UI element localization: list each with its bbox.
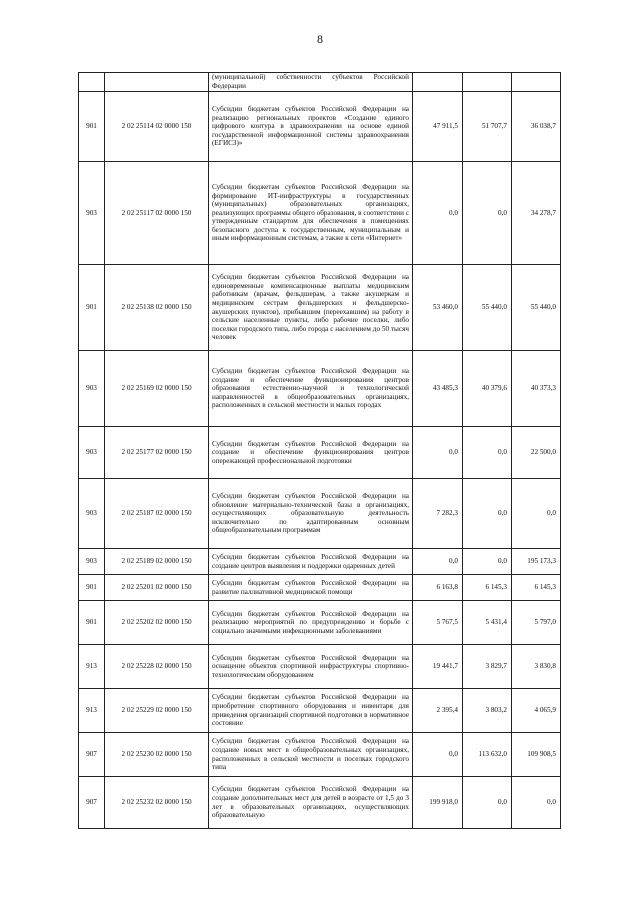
admin-code-cell: 913 bbox=[79, 645, 105, 689]
budget-code-cell: 2 02 25201 02 0000 150 bbox=[105, 575, 209, 601]
description-cell: Субсидии бюджетам субъектов Российской Федерации на создание новых мест в общеобразовательных организациях, расположенных в сельской местности и поселках городского типа bbox=[209, 733, 413, 777]
admin-code-cell bbox=[79, 73, 105, 92]
amount-year3-cell: 3 830,8 bbox=[512, 645, 561, 689]
amount-year2-cell: 3 803,2 bbox=[463, 689, 512, 733]
table-row bbox=[79, 733, 561, 777]
budget-code-cell: 2 02 25229 02 0000 150 bbox=[105, 689, 209, 733]
amount-year3-cell: 36 038,7 bbox=[512, 92, 561, 162]
table-row bbox=[79, 645, 561, 689]
amount-year2-cell: 40 379,6 bbox=[463, 351, 512, 427]
amount-year3-cell bbox=[512, 73, 561, 92]
amount-year1-cell: 53 460,0 bbox=[413, 265, 463, 351]
description-cell: (муниципальной) собственности субъектов Российской Федерации bbox=[209, 73, 413, 92]
table-row bbox=[79, 601, 561, 645]
amount-year2-cell bbox=[463, 73, 512, 92]
description-cell: Субсидии бюджетам субъектов Российской Федерации на обновление материально-технической базы в организациях, осуществляющих образовательную деятельность исключительно по адаптированным основным общеобразовательным программам bbox=[209, 479, 413, 549]
table-row bbox=[79, 777, 561, 829]
table-row bbox=[79, 549, 561, 575]
budget-code-cell: 2 02 25138 02 0000 150 bbox=[105, 265, 209, 351]
amount-year1-cell bbox=[413, 73, 463, 92]
amount-year1-cell: 47 911,5 bbox=[413, 92, 463, 162]
amount-year1-cell: 199 918,0 bbox=[413, 777, 463, 829]
amount-year1-cell: 6 163,8 bbox=[413, 575, 463, 601]
table-row bbox=[79, 689, 561, 733]
budget-code-cell: 2 02 25117 02 0000 150 bbox=[105, 162, 209, 265]
amount-year1-cell: 0,0 bbox=[413, 733, 463, 777]
table-row bbox=[79, 73, 561, 92]
admin-code-cell: 903 bbox=[79, 427, 105, 479]
amount-year2-cell: 0,0 bbox=[463, 427, 512, 479]
amount-year3-cell: 6 145,3 bbox=[512, 575, 561, 601]
description-cell: Субсидии бюджетам субъектов Российской Федерации на реализацию мероприятий по предупреждению и борьбе с социально значимыми инфекционными заболеваниями bbox=[209, 601, 413, 645]
amount-year2-cell: 0,0 bbox=[463, 479, 512, 549]
admin-code-cell: 903 bbox=[79, 549, 105, 575]
amount-year3-cell: 22 500,0 bbox=[512, 427, 561, 479]
amount-year2-cell: 0,0 bbox=[463, 549, 512, 575]
admin-code-cell: 903 bbox=[79, 351, 105, 427]
amount-year3-cell: 0,0 bbox=[512, 777, 561, 829]
table-row bbox=[79, 351, 561, 427]
description-cell: Субсидии бюджетам субъектов Российской Федерации на реализацию региональных проектов «Создание единого цифрового контура в здравоохранении на основе единой государственной информационной системы здравоохранения (ЕГИСЗ)» bbox=[209, 92, 413, 162]
budget-code-cell: 2 02 25189 02 0000 150 bbox=[105, 549, 209, 575]
table-row bbox=[79, 575, 561, 601]
amount-year3-cell: 40 373,3 bbox=[512, 351, 561, 427]
budget-code-cell: 2 02 25169 02 0000 150 bbox=[105, 351, 209, 427]
amount-year1-cell: 7 282,3 bbox=[413, 479, 463, 549]
admin-code-cell: 907 bbox=[79, 777, 105, 829]
amount-year1-cell: 5 767,5 bbox=[413, 601, 463, 645]
budget-table bbox=[78, 72, 561, 829]
admin-code-cell: 907 bbox=[79, 733, 105, 777]
admin-code-cell: 901 bbox=[79, 575, 105, 601]
budget-code-cell: 2 02 25230 02 0000 150 bbox=[105, 733, 209, 777]
amount-year1-cell: 19 441,7 bbox=[413, 645, 463, 689]
table-row bbox=[79, 162, 561, 265]
amount-year2-cell: 55 440,0 bbox=[463, 265, 512, 351]
budget-code-cell: 2 02 25114 02 0000 150 bbox=[105, 92, 209, 162]
page-number: 8 bbox=[317, 32, 323, 46]
amount-year2-cell: 0,0 bbox=[463, 162, 512, 265]
amount-year2-cell: 6 145,3 bbox=[463, 575, 512, 601]
description-cell: Субсидии бюджетам субъектов Российской Федерации на единовременные компенсационные выплаты медицинским работникам (врачам, фельдшерам, а также акушеркам и медицинским сестрам фельдшерских и фельдшерско-акушерских пунктов), прибывшим (переехавшим) на работу в сельские населенные пункты, либо рабочие поселки, либо поселки городского типа, либо города с населением до 50 тысяч человек bbox=[209, 265, 413, 351]
budget-code-cell: 2 02 25232 02 0000 150 bbox=[105, 777, 209, 829]
amount-year1-cell: 2 395,4 bbox=[413, 689, 463, 733]
amount-year2-cell: 5 431,4 bbox=[463, 601, 512, 645]
description-cell: Субсидии бюджетам субъектов Российской Федерации на развитие паллиативной медицинской помощи bbox=[209, 575, 413, 601]
amount-year3-cell: 0,0 bbox=[512, 479, 561, 549]
description-cell: Субсидии бюджетам субъектов Российской Федерации на приобретение спортивного оборудования и инвентаря для приведения организаций спортивной подготовки в нормативное состояние bbox=[209, 689, 413, 733]
admin-code-cell: 901 bbox=[79, 601, 105, 645]
amount-year3-cell: 5 797,0 bbox=[512, 601, 561, 645]
budget-code-cell bbox=[105, 73, 209, 92]
amount-year2-cell: 51 707,7 bbox=[463, 92, 512, 162]
amount-year3-cell: 34 278,7 bbox=[512, 162, 561, 265]
amount-year3-cell: 109 908,5 bbox=[512, 733, 561, 777]
table-row bbox=[79, 479, 561, 549]
amount-year1-cell: 0,0 bbox=[413, 162, 463, 265]
description-cell: Субсидии бюджетам субъектов Российской Федерации на создание дополнительных мест для детей в возрасте от 1,5 до 3 лет в образовательных организациях, осуществляющих образовательную bbox=[209, 777, 413, 829]
budget-code-cell: 2 02 25228 02 0000 150 bbox=[105, 645, 209, 689]
admin-code-cell: 901 bbox=[79, 92, 105, 162]
amount-year3-cell: 195 173,3 bbox=[512, 549, 561, 575]
amount-year1-cell: 0,0 bbox=[413, 427, 463, 479]
amount-year2-cell: 0,0 bbox=[463, 777, 512, 829]
amount-year1-cell: 0,0 bbox=[413, 549, 463, 575]
description-cell: Субсидии бюджетам субъектов Российской Федерации на создание и обеспечение функционирования центров образования естественно-научной и технологической направленностей в общеобразовательных организациях, расположенных в сельской местности и малых городах bbox=[209, 351, 413, 427]
table-row bbox=[79, 92, 561, 162]
table-row bbox=[79, 265, 561, 351]
amount-year3-cell: 4 065,9 bbox=[512, 689, 561, 733]
amount-year2-cell: 113 632,0 bbox=[463, 733, 512, 777]
description-cell: Субсидии бюджетам субъектов Российской Федерации на создание центров выявления и поддержки одаренных детей bbox=[209, 549, 413, 575]
amount-year3-cell: 55 440,0 bbox=[512, 265, 561, 351]
description-cell: Субсидии бюджетам субъектов Российской Федерации на формирование ИТ-инфраструктуры в государственных (муниципальных) образовательных организациях, реализующих программы общего образования, в соответствии с утвержденным стандартом для обеспечения в помещениях безопасного доступа к государственным, муниципальным и иным информационным системам, а также к сети «Интернет» bbox=[209, 162, 413, 265]
budget-code-cell: 2 02 25187 02 0000 150 bbox=[105, 479, 209, 549]
admin-code-cell: 901 bbox=[79, 265, 105, 351]
amount-year2-cell: 3 829,7 bbox=[463, 645, 512, 689]
table-row bbox=[79, 427, 561, 479]
admin-code-cell: 913 bbox=[79, 689, 105, 733]
budget-code-cell: 2 02 25202 02 0000 150 bbox=[105, 601, 209, 645]
admin-code-cell: 903 bbox=[79, 162, 105, 265]
admin-code-cell: 903 bbox=[79, 479, 105, 549]
description-cell: Субсидии бюджетам субъектов Российской Федерации на создание и обеспечение функционирования центров опережающей профессиональной подготовки bbox=[209, 427, 413, 479]
amount-year1-cell: 43 485,3 bbox=[413, 351, 463, 427]
description-cell: Субсидии бюджетам субъектов Российской Федерации на оснащение объектов спортивной инфраструктуры спортивно-технологическим оборудованием bbox=[209, 645, 413, 689]
budget-code-cell: 2 02 25177 02 0000 150 bbox=[105, 427, 209, 479]
